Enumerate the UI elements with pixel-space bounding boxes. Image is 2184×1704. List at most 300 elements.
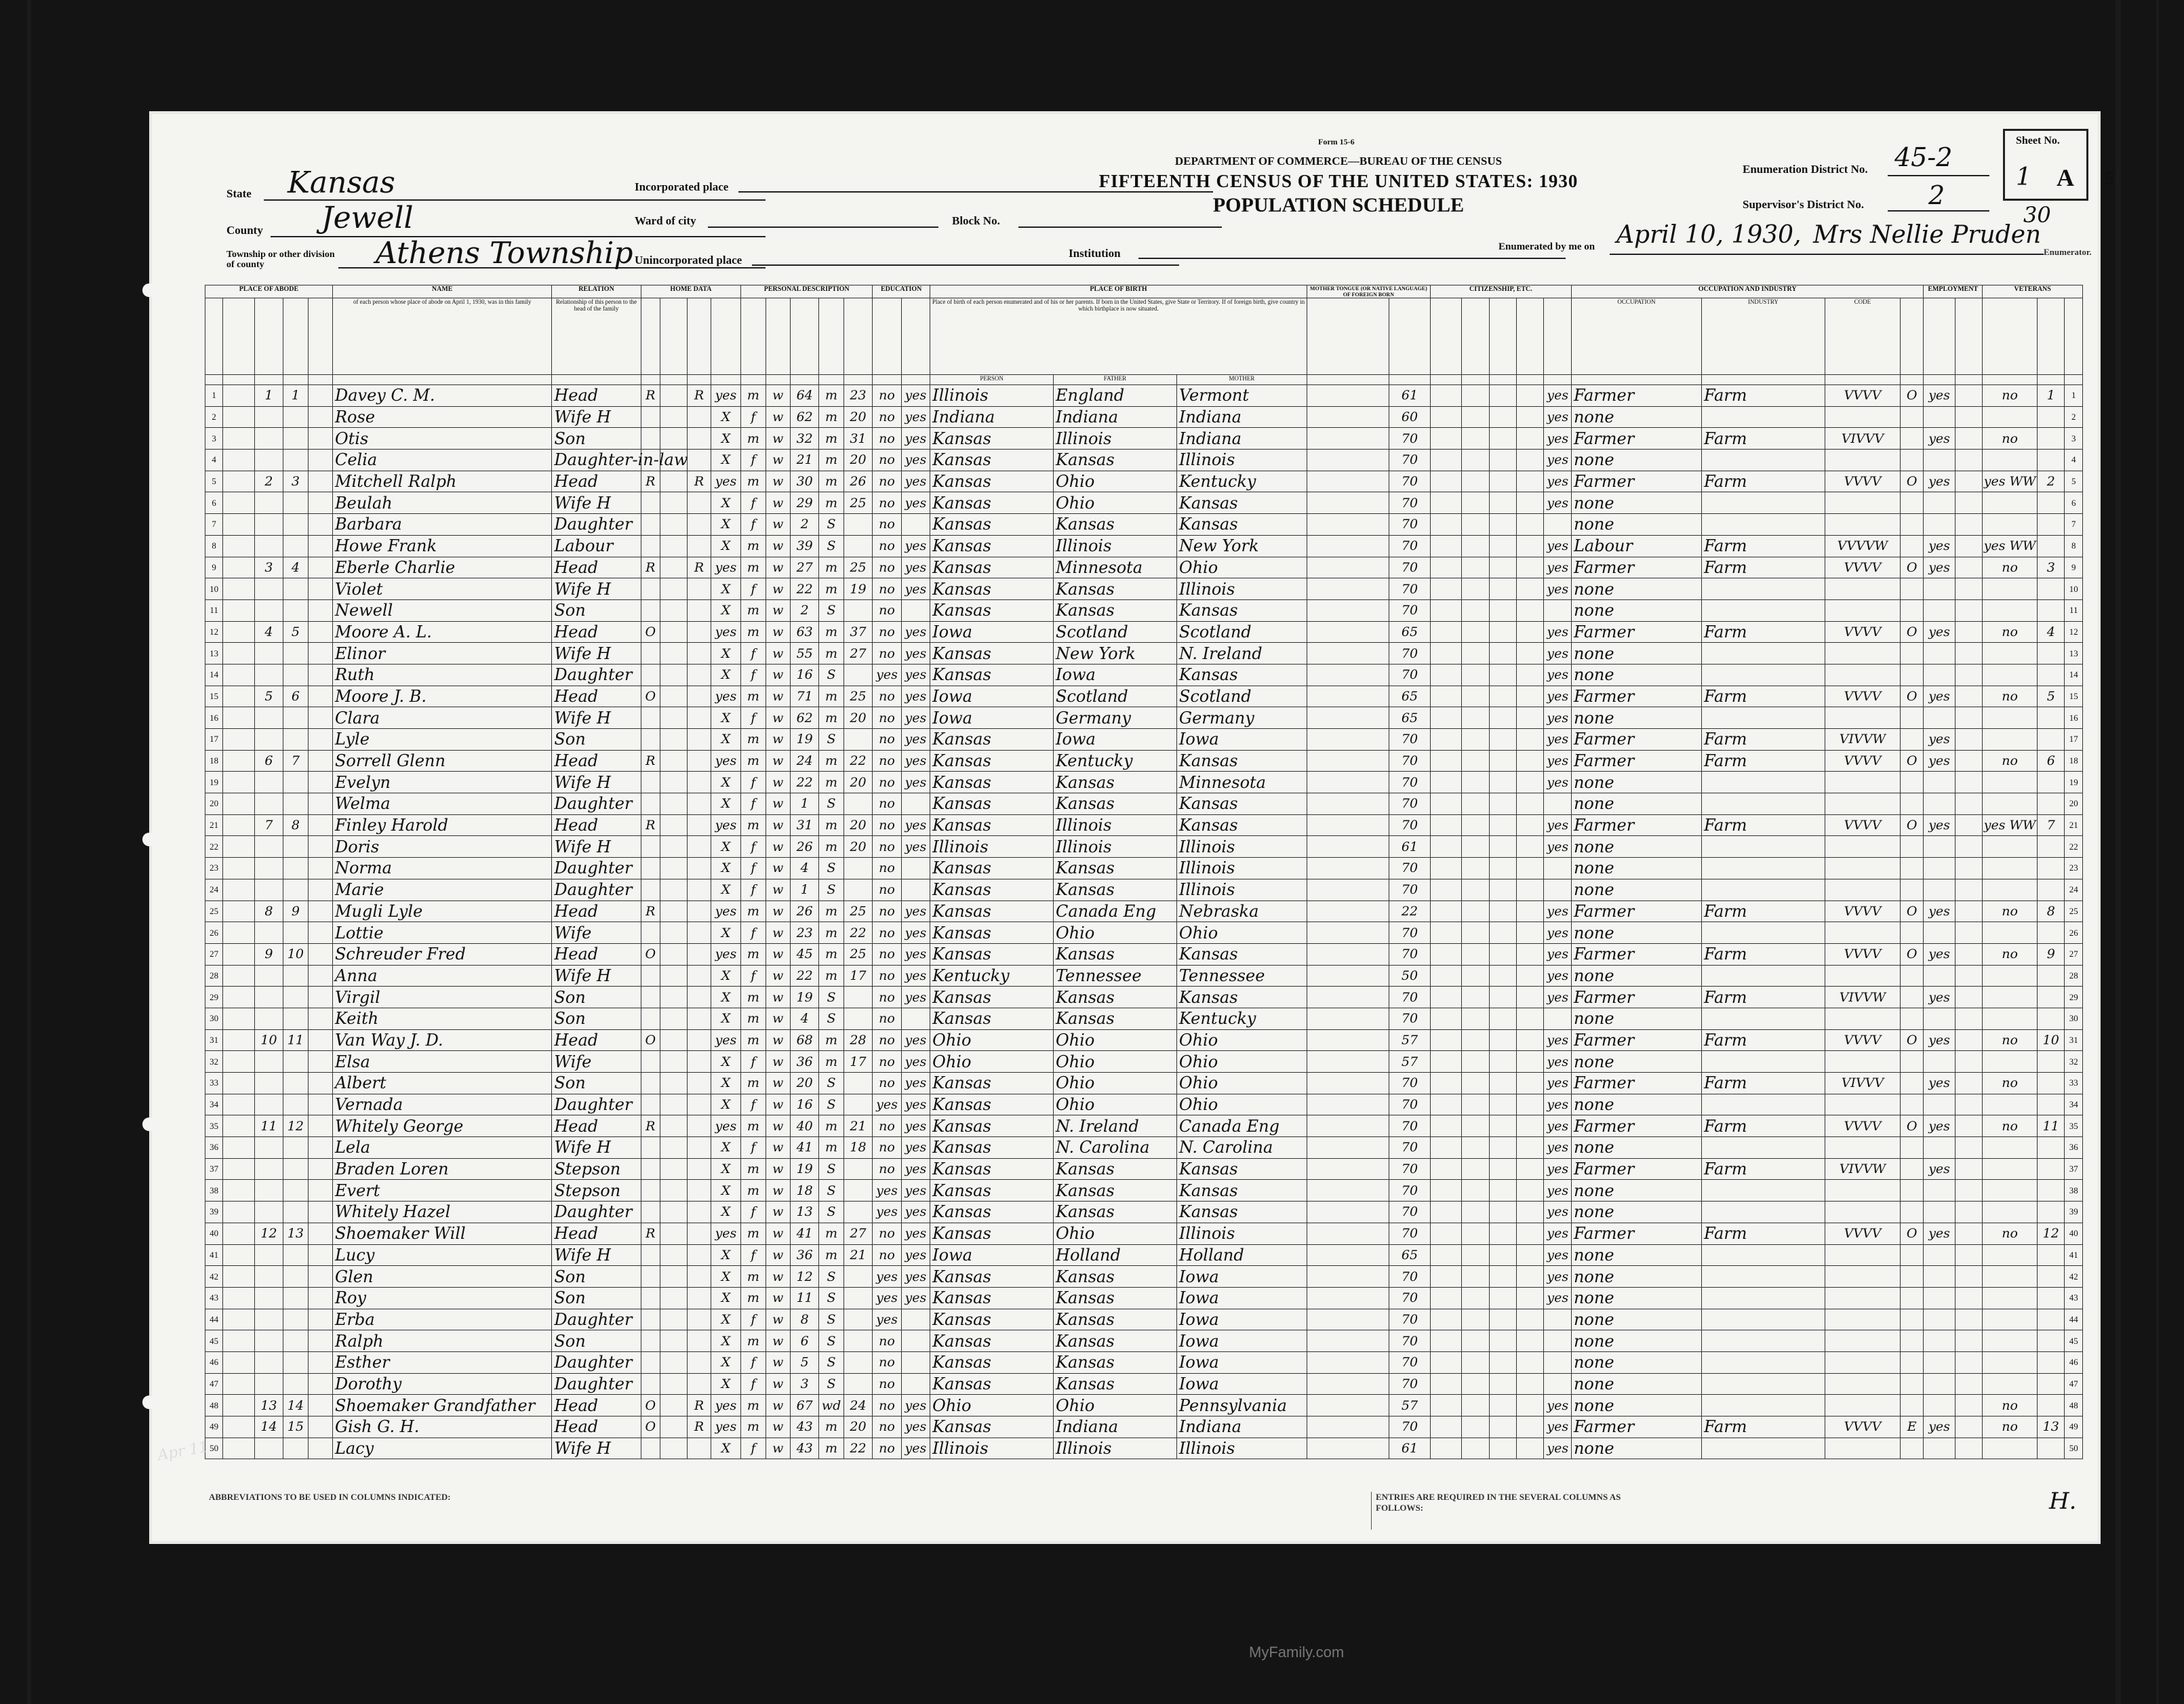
veteran-number-cell xyxy=(2038,428,2065,450)
veteran-cell: no xyxy=(1983,750,2038,772)
blank-cell xyxy=(1489,836,1516,858)
blank-cell xyxy=(1955,1244,1982,1266)
age-at-marriage-cell xyxy=(843,1287,873,1309)
birthplace-person-cell: Illinois xyxy=(930,1438,1054,1459)
radio-set-cell xyxy=(688,492,711,514)
blank-cell xyxy=(223,1287,254,1309)
birthplace-mother-cell: Germany xyxy=(1176,707,1307,729)
farm-residence-cell: yes xyxy=(711,1416,740,1438)
family-number-cell xyxy=(283,1244,308,1266)
speaks-english-cell: yes xyxy=(1544,772,1571,793)
dwelling-number-cell xyxy=(254,1051,283,1073)
blank-cell xyxy=(660,1287,687,1309)
age-cell: 27 xyxy=(790,557,818,578)
veteran-cell xyxy=(1983,987,2038,1008)
marital-status-cell: S xyxy=(819,1373,843,1395)
blank-cell xyxy=(660,1202,687,1223)
race-cell: w xyxy=(766,965,790,987)
birthplace-person-cell: Ohio xyxy=(930,1395,1054,1416)
occupation-code-cell xyxy=(1825,1438,1900,1459)
watermark: MyFamily.com xyxy=(1249,1644,1345,1661)
line-number-cell: 45 xyxy=(205,1330,223,1352)
occupation-cell: Farmer xyxy=(1571,1223,1701,1244)
sex-cell: f xyxy=(741,922,766,944)
birthplace-person-cell: Kansas xyxy=(930,900,1054,922)
employed-cell xyxy=(1924,1438,1955,1459)
race-cell: w xyxy=(766,406,790,428)
family-number-cell: 15 xyxy=(283,1416,308,1438)
line-number-cell: 50 xyxy=(205,1438,223,1459)
marital-status-cell: m xyxy=(819,686,843,707)
birth-code-cell: 70 xyxy=(1389,858,1431,879)
radio-set-cell xyxy=(688,428,711,450)
occupation-code-cell: VVVV xyxy=(1825,943,1900,965)
age-at-marriage-cell: 17 xyxy=(843,1051,873,1073)
occupation-cell: none xyxy=(1571,1287,1701,1309)
sex-cell: m xyxy=(741,385,766,407)
home-tenure-cell: O xyxy=(641,1029,660,1051)
blank-cell xyxy=(1489,965,1516,987)
marital-status-cell: m xyxy=(819,621,843,643)
age-at-marriage-cell xyxy=(843,514,873,536)
blank-cell xyxy=(1517,1202,1544,1223)
blank-cell xyxy=(660,1180,687,1202)
birthplace-mother-cell: Holland xyxy=(1176,1244,1307,1266)
abbreviations-title: ABBREVIATIONS TO BE USED IN COLUMNS INDICATED: xyxy=(209,1492,451,1502)
blank-cell xyxy=(1462,1051,1489,1073)
blank-cell xyxy=(1430,922,1461,944)
birthplace-mother-cell: Illinois xyxy=(1176,879,1307,900)
birthplace-father-cell: Kansas xyxy=(1054,858,1177,879)
radio-set-cell xyxy=(688,1094,711,1115)
can-read-write-cell xyxy=(901,1008,930,1029)
birthplace-person-cell: Kansas xyxy=(930,793,1054,815)
person-name-cell: Howe Frank xyxy=(332,535,551,557)
table-row xyxy=(205,943,2083,965)
attended-school-cell: no xyxy=(873,1223,901,1244)
blank-cell xyxy=(1462,1029,1489,1051)
family-number-cell xyxy=(283,772,308,793)
dwelling-number-cell: 1 xyxy=(254,385,283,407)
can-read-write-cell: yes xyxy=(901,1287,930,1309)
birthplace-father-cell: Illinois xyxy=(1054,428,1177,450)
birthplace-father-cell: Kansas xyxy=(1054,987,1177,1008)
relationship-cell: Daughter xyxy=(552,858,641,879)
relationship-cell: Wife H xyxy=(552,406,641,428)
table-row xyxy=(205,1244,2083,1266)
table-row xyxy=(205,1051,2083,1073)
family-number-cell: 5 xyxy=(283,621,308,643)
blank-cell xyxy=(1489,1180,1516,1202)
blank-cell xyxy=(1489,922,1516,944)
blank-cell xyxy=(1517,1395,1544,1416)
marital-status-cell: m xyxy=(819,471,843,492)
radio-set-cell xyxy=(688,1244,711,1266)
blank-cell xyxy=(308,1438,332,1459)
speaks-english-cell: yes xyxy=(1544,1073,1571,1094)
relationship-cell: Head xyxy=(552,900,641,922)
birth-code-cell: 70 xyxy=(1389,1094,1431,1115)
birthplace-mother-cell: Nebraska xyxy=(1176,900,1307,922)
radio-set-cell xyxy=(688,814,711,836)
class-of-worker-cell xyxy=(1900,450,1923,471)
age-at-marriage-cell: 21 xyxy=(843,1115,873,1137)
farm-residence-cell: X xyxy=(711,514,740,536)
attended-school-cell: no xyxy=(873,1373,901,1395)
radio-set-cell xyxy=(688,406,711,428)
farm-residence-cell: X xyxy=(711,1094,740,1115)
farm-residence-cell: X xyxy=(711,428,740,450)
line-number-cell: 28 xyxy=(205,965,223,987)
relationship-cell: Labour xyxy=(552,535,641,557)
relationship-cell: Head xyxy=(552,1029,641,1051)
class-of-worker-cell xyxy=(1900,514,1923,536)
veteran-cell xyxy=(1983,1244,2038,1266)
relationship-cell: Head xyxy=(552,1395,641,1416)
line-number-right-cell: 35 xyxy=(2065,1115,2083,1137)
blank-cell xyxy=(1430,643,1461,665)
blank-cell xyxy=(1955,987,1982,1008)
blank-cell xyxy=(223,1158,254,1180)
birthplace-father-cell: New York xyxy=(1054,643,1177,665)
employed-cell xyxy=(1924,1180,1955,1202)
line-number-right-cell: 29 xyxy=(2065,987,2083,1008)
relationship-cell: Son xyxy=(552,1073,641,1094)
blank-cell xyxy=(1955,492,1982,514)
employed-cell xyxy=(1924,1137,1955,1159)
class-of-worker-cell xyxy=(1900,535,1923,557)
industry-cell xyxy=(1701,1180,1825,1202)
table-row xyxy=(205,643,2083,665)
family-number-cell xyxy=(283,1180,308,1202)
blank-cell xyxy=(1955,557,1982,578)
person-name-cell: Shoemaker Grandfather xyxy=(332,1395,551,1416)
veteran-number-cell xyxy=(2038,1202,2065,1223)
relationship-cell: Stepson xyxy=(552,1158,641,1180)
blank-cell xyxy=(223,1051,254,1073)
blank-cell xyxy=(1517,450,1544,471)
occupation-code-cell: VIVVW xyxy=(1825,987,1900,1008)
veteran-number-cell xyxy=(2038,836,2065,858)
birth-code-cell: 70 xyxy=(1389,599,1431,621)
birthplace-person-cell: Kansas xyxy=(930,750,1054,772)
blank-cell xyxy=(1489,1395,1516,1416)
state-value: Kansas xyxy=(287,165,395,200)
birthplace-person-cell: Kansas xyxy=(930,428,1054,450)
enumerated-label: Enumerated by me on xyxy=(1498,241,1595,252)
person-name-cell: Finley Harold xyxy=(332,814,551,836)
speaks-english-cell: yes xyxy=(1544,1137,1571,1159)
blank-cell xyxy=(308,1158,332,1180)
industry-cell xyxy=(1701,879,1825,900)
age-cell: 16 xyxy=(790,1094,818,1115)
age-at-marriage-cell: 25 xyxy=(843,557,873,578)
marital-status-cell: m xyxy=(819,965,843,987)
occupation-cell: none xyxy=(1571,1180,1701,1202)
marital-status-cell: m xyxy=(819,707,843,729)
radio-set-cell xyxy=(688,987,711,1008)
blank-cell xyxy=(1517,599,1544,621)
township-value: Athens Township xyxy=(376,236,633,271)
mother-tongue-cell xyxy=(1307,729,1389,751)
blank-cell xyxy=(1955,900,1982,922)
farm-residence-cell: X xyxy=(711,922,740,944)
veteran-number-cell: 10 xyxy=(2038,1029,2065,1051)
blank-cell xyxy=(1489,643,1516,665)
home-tenure-cell xyxy=(641,428,660,450)
table-row xyxy=(205,772,2083,793)
class-of-worker-cell xyxy=(1900,1438,1923,1459)
father-header: FATHER xyxy=(1054,375,1177,385)
farm-residence-cell: X xyxy=(711,1438,740,1459)
blank-cell xyxy=(660,406,687,428)
blank-cell xyxy=(1489,1029,1516,1051)
line-number-right-cell: 23 xyxy=(2065,858,2083,879)
age-at-marriage-cell xyxy=(843,535,873,557)
line-number-right-cell: 13 xyxy=(2065,643,2083,665)
blank-cell xyxy=(1489,1008,1516,1029)
race-cell: w xyxy=(766,879,790,900)
blank-cell xyxy=(660,965,687,987)
blank-cell xyxy=(1489,406,1516,428)
line-number-right-cell: 14 xyxy=(2065,664,2083,686)
dwelling-number-cell xyxy=(254,578,283,600)
occupation-code-cell xyxy=(1825,922,1900,944)
industry-cell: Farm xyxy=(1701,471,1825,492)
home-tenure-cell xyxy=(641,514,660,536)
veteran-cell xyxy=(1983,578,2038,600)
birth-code-cell: 70 xyxy=(1389,1008,1431,1029)
occupation-code-cell xyxy=(1825,1351,1900,1373)
block-line xyxy=(1018,226,1222,228)
person-name-cell: Welma xyxy=(332,793,551,815)
blank-cell xyxy=(1955,729,1982,751)
class-of-worker-cell xyxy=(1900,1008,1923,1029)
blank-cell xyxy=(1489,428,1516,450)
class-of-worker-cell xyxy=(1900,1373,1923,1395)
blank-cell xyxy=(1517,1094,1544,1115)
line-number-right-cell: 17 xyxy=(2065,729,2083,751)
farm-residence-cell: yes xyxy=(711,1115,740,1137)
blank-cell xyxy=(308,492,332,514)
blank-cell xyxy=(1462,471,1489,492)
occupation-cell: Farmer xyxy=(1571,471,1701,492)
blank-cell xyxy=(1955,965,1982,987)
birthplace-person-cell: Kansas xyxy=(930,858,1054,879)
person-name-cell: Elsa xyxy=(332,1051,551,1073)
employed-cell xyxy=(1924,707,1955,729)
attended-school-cell: no xyxy=(873,471,901,492)
employed-cell xyxy=(1924,965,1955,987)
blank-cell xyxy=(1462,428,1489,450)
birthplace-person-cell: Iowa xyxy=(930,686,1054,707)
birthplace-person-cell: Ohio xyxy=(930,1029,1054,1051)
farm-residence-cell: X xyxy=(711,1244,740,1266)
ward-line xyxy=(708,226,938,228)
can-read-write-cell: yes xyxy=(901,707,930,729)
sex-cell: m xyxy=(741,750,766,772)
can-read-write-cell: yes xyxy=(901,1029,930,1051)
family-number-cell: 13 xyxy=(283,1223,308,1244)
veteran-cell xyxy=(1983,707,2038,729)
blank-cell xyxy=(1462,879,1489,900)
speaks-english-cell: yes xyxy=(1544,471,1571,492)
sex-cell: m xyxy=(741,729,766,751)
blank-cell xyxy=(660,428,687,450)
table-row xyxy=(205,1094,2083,1115)
blank-cell xyxy=(660,943,687,965)
veteran-cell xyxy=(1983,1202,2038,1223)
blank-cell xyxy=(223,599,254,621)
industry-cell: Farm xyxy=(1701,535,1825,557)
table-row xyxy=(205,1223,2083,1244)
birthplace-mother-cell: Kansas xyxy=(1176,1202,1307,1223)
age-cell: 4 xyxy=(790,1008,818,1029)
blank-cell xyxy=(223,471,254,492)
age-at-marriage-cell xyxy=(843,793,873,815)
age-cell: 18 xyxy=(790,1180,818,1202)
blank-cell xyxy=(1955,428,1982,450)
class-of-worker-cell xyxy=(1900,1051,1923,1073)
can-read-write-cell: yes xyxy=(901,578,930,600)
farm-residence-cell: X xyxy=(711,987,740,1008)
birth-code-cell: 70 xyxy=(1389,1223,1431,1244)
attended-school-cell: no xyxy=(873,814,901,836)
attended-school-cell: no xyxy=(873,1137,901,1159)
family-number-cell: 9 xyxy=(283,900,308,922)
blank-cell xyxy=(1517,1244,1544,1266)
birthplace-person-cell: Kansas xyxy=(930,450,1054,471)
employed-cell xyxy=(1924,1309,1955,1330)
line-number-right-cell: 50 xyxy=(2065,1438,2083,1459)
birth-code-cell: 60 xyxy=(1389,406,1431,428)
blank-cell xyxy=(1489,578,1516,600)
employed-cell: yes xyxy=(1924,987,1955,1008)
blank-cell xyxy=(1955,643,1982,665)
attended-school-cell: no xyxy=(873,1395,901,1416)
radio-set-cell xyxy=(688,1180,711,1202)
blank-cell xyxy=(1462,664,1489,686)
sex-cell: m xyxy=(741,535,766,557)
sex-cell: f xyxy=(741,1244,766,1266)
blank-cell xyxy=(1489,1266,1516,1288)
blank-cell xyxy=(1955,535,1982,557)
blank-cell xyxy=(223,707,254,729)
radio-set-cell xyxy=(688,1351,711,1373)
farm-residence-cell: yes xyxy=(711,1029,740,1051)
race-cell: w xyxy=(766,943,790,965)
blank-cell xyxy=(1955,1351,1982,1373)
attended-school-cell: no xyxy=(873,535,901,557)
occupation-code-cell xyxy=(1825,1330,1900,1352)
blank-cell xyxy=(1955,1137,1982,1159)
dwelling-number-cell xyxy=(254,1287,283,1309)
radio-set-cell xyxy=(688,836,711,858)
relationship-cell: Daughter xyxy=(552,1094,641,1115)
age-cell: 39 xyxy=(790,535,818,557)
person-name-cell: Anna xyxy=(332,965,551,987)
mother-tongue-cell xyxy=(1307,1073,1389,1094)
attended-school-cell: yes xyxy=(873,664,901,686)
home-tenure-cell xyxy=(641,1094,660,1115)
radio-set-cell xyxy=(688,450,711,471)
home-tenure-cell xyxy=(641,535,660,557)
occupation-cell: none xyxy=(1571,599,1701,621)
farm-residence-cell: X xyxy=(711,1202,740,1223)
line-number-cell: 22 xyxy=(205,836,223,858)
employed-cell: yes xyxy=(1924,943,1955,965)
blank-cell xyxy=(1430,858,1461,879)
farm-residence-cell: yes xyxy=(711,471,740,492)
sex-cell: m xyxy=(741,1287,766,1309)
attended-school-cell: no xyxy=(873,1115,901,1137)
veteran-number-cell: 8 xyxy=(2038,900,2065,922)
birthplace-mother-cell: Kansas xyxy=(1176,1158,1307,1180)
table-row xyxy=(205,879,2083,900)
blank-cell xyxy=(1430,1438,1461,1459)
race-cell: w xyxy=(766,1180,790,1202)
home-tenure-cell: O xyxy=(641,943,660,965)
occupation-code-cell: VVVV xyxy=(1825,385,1900,407)
employed-cell xyxy=(1924,1244,1955,1266)
person-name-cell: Dorothy xyxy=(332,1373,551,1395)
blank-cell xyxy=(1430,1351,1461,1373)
veteran-cell xyxy=(1983,406,2038,428)
attended-school-cell: no xyxy=(873,557,901,578)
person-name-cell: Lucy xyxy=(332,1244,551,1266)
mother-tongue-cell xyxy=(1307,879,1389,900)
veteran-number-cell xyxy=(2038,1158,2065,1180)
table-row xyxy=(205,1202,2083,1223)
industry-cell xyxy=(1701,406,1825,428)
line-number-cell: 46 xyxy=(205,1351,223,1373)
attended-school-cell: no xyxy=(873,686,901,707)
occupation-cell: Farmer xyxy=(1571,1158,1701,1180)
veteran-number-cell xyxy=(2038,793,2065,815)
occupation-cell: none xyxy=(1571,1438,1701,1459)
attended-school-cell: no xyxy=(873,793,901,815)
blank-cell xyxy=(223,557,254,578)
mother-tongue-cell xyxy=(1307,1029,1389,1051)
speaks-english-cell: yes xyxy=(1544,1094,1571,1115)
state-label: State xyxy=(226,187,252,200)
table-row xyxy=(205,621,2083,643)
race-cell: w xyxy=(766,385,790,407)
birth-code-cell: 50 xyxy=(1389,965,1431,987)
marital-status-cell: m xyxy=(819,492,843,514)
line-number-right-cell: 5 xyxy=(2065,471,2083,492)
blank-cell xyxy=(1489,1416,1516,1438)
blank-cell xyxy=(660,643,687,665)
age-at-marriage-cell xyxy=(843,1309,873,1330)
industry-cell: Farm xyxy=(1701,1073,1825,1094)
blank-cell xyxy=(1430,1373,1461,1395)
home-tenure-cell xyxy=(641,922,660,944)
dwelling-number-cell xyxy=(254,1137,283,1159)
blank-cell xyxy=(1462,1438,1489,1459)
mother-tongue-cell xyxy=(1307,943,1389,965)
race-cell: w xyxy=(766,599,790,621)
person-name-cell: Braden Loren xyxy=(332,1158,551,1180)
mother-tongue-cell xyxy=(1307,1137,1389,1159)
person-name-cell: Barbara xyxy=(332,514,551,536)
radio-set-cell xyxy=(688,643,711,665)
blank-cell xyxy=(1955,879,1982,900)
blank-cell xyxy=(223,578,254,600)
employed-cell xyxy=(1924,514,1955,536)
birth-code-cell: 70 xyxy=(1389,1330,1431,1352)
blank-cell xyxy=(1462,1008,1489,1029)
